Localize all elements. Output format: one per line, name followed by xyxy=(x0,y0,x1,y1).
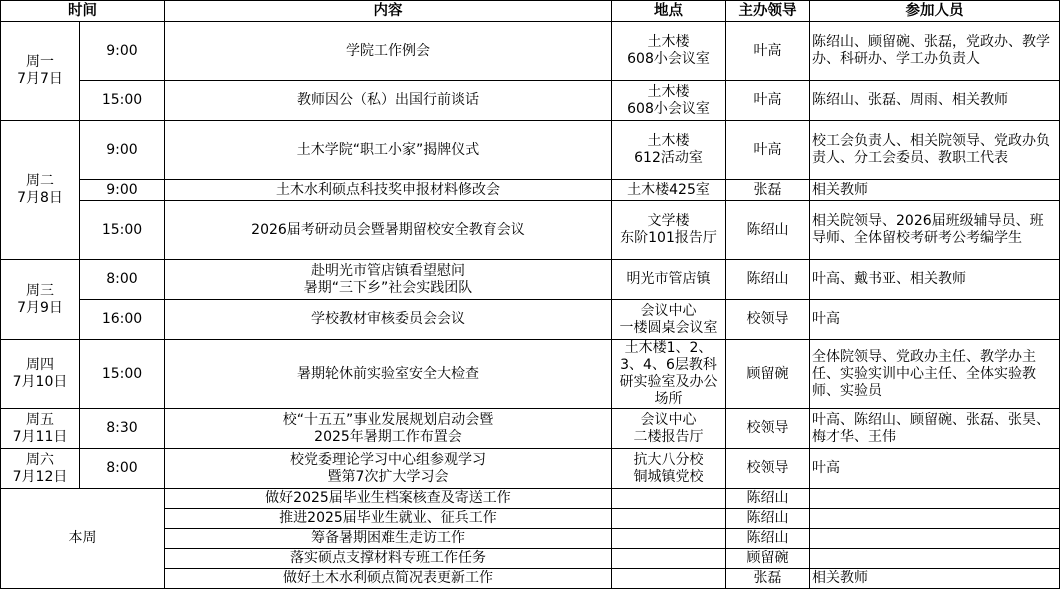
event-location: 土木楼 612活动室 xyxy=(612,121,726,180)
table-row xyxy=(1,180,1060,201)
task-content: 推进2025届毕业生就业、征兵工作 xyxy=(165,509,612,529)
task-location-empty xyxy=(612,529,726,549)
table-row xyxy=(1,81,1060,121)
task-host: 陈绍山 xyxy=(726,489,810,509)
event-participants: 陈绍山、顾留碗、张磊，党政办、教学办、科研办、学工办负责人 xyxy=(810,22,1060,81)
task-content: 做好2025届毕业生档案核查及寄送工作 xyxy=(165,489,612,509)
task-location-empty xyxy=(612,489,726,509)
table-row xyxy=(1,121,1060,180)
event-location: 土木楼 608小会议室 xyxy=(612,81,726,121)
event-time: 15:00 xyxy=(80,81,165,121)
task-host: 陈绍山 xyxy=(726,509,810,529)
event-host: 叶高 xyxy=(726,121,810,180)
task-participants xyxy=(810,509,1060,529)
event-participants: 陈绍山、张磊、周雨、相关教师 xyxy=(810,81,1060,121)
task-location-empty xyxy=(612,509,726,529)
event-content: 土木学院“职工小家”揭牌仪式 xyxy=(165,121,612,180)
header-location: 地点 xyxy=(612,1,726,22)
day-label-wed: 周三 7月9日 xyxy=(1,260,80,340)
event-location: 明光市管店镇 xyxy=(612,260,726,300)
task-location-empty xyxy=(612,569,726,589)
event-location: 文学楼 东阶101报告厅 xyxy=(612,201,726,260)
event-content: 赴明光市管店镇看望慰问 暑期“三下乡”社会实践团队 xyxy=(165,260,612,300)
week-label: 本周 xyxy=(1,489,165,589)
event-content: 2026届考研动员会暨暑期留校安全教育会议 xyxy=(165,201,612,260)
event-content: 学院工作例会 xyxy=(165,22,612,81)
header-participants: 参加人员 xyxy=(810,1,1060,22)
task-content: 筹备暑期困难生走访工作 xyxy=(165,529,612,549)
event-time: 8:30 xyxy=(80,409,165,449)
event-host: 陈绍山 xyxy=(726,260,810,300)
event-location: 会议中心 一楼圆桌会议室 xyxy=(612,300,726,340)
task-content: 做好土木水利硕点简况表更新工作 xyxy=(165,569,612,589)
task-host: 陈绍山 xyxy=(726,529,810,549)
event-host: 校领导 xyxy=(726,409,810,449)
event-time: 9:00 xyxy=(80,22,165,81)
task-participants: 相关教师 xyxy=(810,569,1060,589)
event-host: 叶高 xyxy=(726,22,810,81)
event-location: 抗大八分校 铜城镇党校 xyxy=(612,449,726,489)
table-row xyxy=(1,201,1060,260)
day-label-sat: 周六 7月12日 xyxy=(1,449,80,489)
event-location: 会议中心 二楼报告厅 xyxy=(612,409,726,449)
task-participants xyxy=(810,549,1060,569)
day-label-thu: 周四 7月10日 xyxy=(1,340,80,409)
event-participants: 叶高 xyxy=(810,449,1060,489)
event-host: 陈绍山 xyxy=(726,201,810,260)
event-content: 暑期轮休前实验室安全大检查 xyxy=(165,340,612,409)
table-row xyxy=(1,340,1060,409)
event-host: 张磊 xyxy=(726,180,810,201)
event-content: 校“十五五”事业发展规划启动会暨 2025年暑期工作布置会 xyxy=(165,409,612,449)
event-content: 校党委理论学习中心组参观学习 暨第7次扩大学习会 xyxy=(165,449,612,489)
event-content: 教师因公（私）出国行前谈话 xyxy=(165,81,612,121)
event-time: 15:00 xyxy=(80,340,165,409)
event-participants: 叶高、陈绍山、顾留碗、张磊、张昊、梅才华、王伟 xyxy=(810,409,1060,449)
event-content: 土木水利硕点科技奖申报材料修改会 xyxy=(165,180,612,201)
day-label-tue: 周二 7月8日 xyxy=(1,121,80,260)
table-row xyxy=(1,489,1060,509)
event-location: 土木楼425室 xyxy=(612,180,726,201)
task-participants xyxy=(810,529,1060,549)
event-participants: 叶高、戴书亚、相关教师 xyxy=(810,260,1060,300)
event-time: 9:00 xyxy=(80,121,165,180)
table-row xyxy=(1,260,1060,300)
task-content: 落实硕点支撑材料专班工作任务 xyxy=(165,549,612,569)
header-content: 内容 xyxy=(165,1,612,22)
event-time: 16:00 xyxy=(80,300,165,340)
day-label-mon: 周一 7月7日 xyxy=(1,22,80,121)
table-row xyxy=(1,22,1060,81)
event-host: 顾留碗 xyxy=(726,340,810,409)
event-time: 8:00 xyxy=(80,449,165,489)
event-content: 学校教材审核委员会会议 xyxy=(165,300,612,340)
event-participants: 相关院领导、2026届班级辅导员、班导师、全体留校考研考公考编学生 xyxy=(810,201,1060,260)
event-host: 校领导 xyxy=(726,449,810,489)
event-participants: 校工会负责人、相关院领导、党政办负责人、分工会委员、教职工代表 xyxy=(810,121,1060,180)
event-host: 叶高 xyxy=(726,81,810,121)
event-time: 8:00 xyxy=(80,260,165,300)
event-time: 9:00 xyxy=(80,180,165,201)
event-participants: 全体院领导、党政办主任、教学办主任、实验实训中心主任、全体实验教师、实验员 xyxy=(810,340,1060,409)
table-row xyxy=(1,409,1060,449)
table-row xyxy=(1,449,1060,489)
task-host: 张磊 xyxy=(726,569,810,589)
event-participants: 相关教师 xyxy=(810,180,1060,201)
day-label-fri: 周五 7月11日 xyxy=(1,409,80,449)
event-host: 校领导 xyxy=(726,300,810,340)
task-host: 顾留碗 xyxy=(726,549,810,569)
table-row xyxy=(1,300,1060,340)
event-time: 15:00 xyxy=(80,201,165,260)
event-location: 土木楼1、2、3、4、6层教科研实验室及办公场所 xyxy=(612,340,726,409)
task-participants xyxy=(810,489,1060,509)
header-time: 时间 xyxy=(1,1,165,22)
task-location-empty xyxy=(612,549,726,569)
event-location: 土木楼 608小会议室 xyxy=(612,22,726,81)
header-host: 主办领导 xyxy=(726,1,810,22)
event-participants: 叶高 xyxy=(810,300,1060,340)
header-row xyxy=(1,1,1060,22)
